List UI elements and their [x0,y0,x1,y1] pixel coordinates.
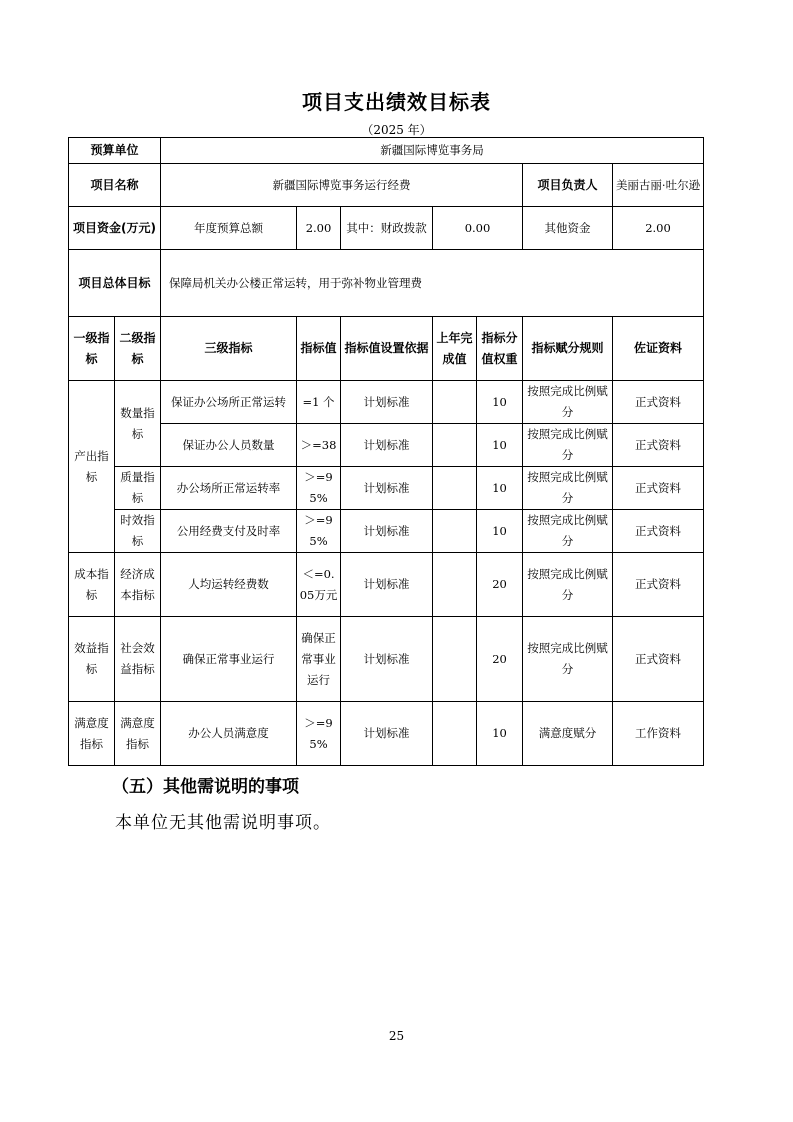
row-name: 确保正常事业运行 [161,617,297,702]
row-basis: 计划标准 [341,467,433,510]
table-row [69,424,704,467]
group-output: 产出指标 [69,381,115,553]
section-body: 本单位无其他需说明事项。 [115,813,331,833]
row-value: ＜=0.05万元 [297,553,341,617]
group-benefit: 效益指标 [69,617,115,702]
group-social-benefit: 社会效益指标 [115,617,161,702]
row-prev [433,553,477,617]
group-quality: 质量指标 [115,467,161,510]
row-evidence: 正式资料 [613,467,704,510]
row-name: 办公场所正常运转率 [161,467,297,510]
row-rule: 按照完成比例赋分 [523,424,613,467]
annual-total-label: 年度预算总额 [161,207,297,250]
table-row [69,510,704,553]
row-evidence: 正式资料 [613,553,704,617]
row-basis: 计划标准 [341,424,433,467]
header-level2: 二级指标 [115,317,161,381]
row-name: 保证办公场所正常运转 [161,381,297,424]
group-economic-cost: 经济成本指标 [115,553,161,617]
row-rule: 按照完成比例赋分 [523,510,613,553]
row-prev [433,702,477,766]
project-owner-value: 美丽古丽·吐尔逊 [613,164,704,207]
document-year: （2025 年） [361,123,432,137]
group-cost: 成本指标 [69,553,115,617]
row-weight: 10 [477,424,523,467]
row-prev [433,617,477,702]
header-rule: 指标赋分规则 [523,317,613,381]
group-timeliness: 时效指标 [115,510,161,553]
overall-goal-value: 保障局机关办公楼正常运转，用于弥补物业管理费 [161,250,704,317]
performance-target-table [68,137,704,766]
header-evidence: 佐证资料 [613,317,704,381]
header-weight: 指标分值权重 [477,317,523,381]
row-value: ＞=38 [297,424,341,467]
fund-label: 项目资金(万元) [69,207,161,250]
row-rule: 按照完成比例赋分 [523,467,613,510]
table-row [69,617,704,702]
row-weight: 20 [477,553,523,617]
header-value: 指标值 [297,317,341,381]
row-prev [433,381,477,424]
document-title: 项目支出绩效目标表 [302,90,491,114]
row-basis: 计划标准 [341,702,433,766]
row-prev [433,510,477,553]
table-row [69,702,704,766]
row-name: 办公人员满意度 [161,702,297,766]
table-row [69,467,704,510]
row-prev [433,424,477,467]
row-weight: 10 [477,467,523,510]
header-level3: 三级指标 [161,317,297,381]
row-value: ＞=95% [297,510,341,553]
fiscal-label: 其中：财政拨款 [341,207,433,250]
row-rule: 满意度赋分 [523,702,613,766]
header-basis: 指标值设置依据 [341,317,433,381]
row-value: ＞=95% [297,702,341,766]
header-level1: 一级指标 [69,317,115,381]
row-evidence: 工作资料 [613,702,704,766]
row-prev [433,467,477,510]
group-satisfaction: 满意度指标 [69,702,115,766]
budget-unit-label: 预算单位 [69,138,161,164]
row-name: 公用经费支付及时率 [161,510,297,553]
row-weight: 10 [477,702,523,766]
page-number: 25 [388,1029,405,1043]
project-owner-label: 项目负责人 [523,164,613,207]
row-evidence: 正式资料 [613,510,704,553]
budget-unit-value: 新疆国际博览事务局 [161,138,704,164]
row-basis: 计划标准 [341,553,433,617]
row-name: 人均运转经费数 [161,553,297,617]
annual-total-value: 2.00 [297,207,341,250]
group-quantity: 数量指标 [115,381,161,467]
row-rule: 按照完成比例赋分 [523,381,613,424]
row-value: 确保正常事业运行 [297,617,341,702]
row-weight: 20 [477,617,523,702]
row-basis: 计划标准 [341,510,433,553]
row-name: 保证办公人员数量 [161,424,297,467]
other-funds-label: 其他资金 [523,207,613,250]
row-basis: 计划标准 [341,617,433,702]
row-value: =1 个 [297,381,341,424]
row-rule: 按照完成比例赋分 [523,553,613,617]
project-name-value: 新疆国际博览事务运行经费 [161,164,523,207]
row-evidence: 正式资料 [613,381,704,424]
header-prev: 上年完成值 [433,317,477,381]
row-evidence: 正式资料 [613,424,704,467]
row-weight: 10 [477,510,523,553]
row-weight: 10 [477,381,523,424]
row-basis: 计划标准 [341,381,433,424]
table-row [69,381,704,424]
overall-goal-label: 项目总体目标 [69,250,161,317]
other-funds-value: 2.00 [613,207,704,250]
table-row [69,553,704,617]
row-rule: 按照完成比例赋分 [523,617,613,702]
group-satisfaction-sub: 满意度指标 [115,702,161,766]
row-evidence: 正式资料 [613,617,704,702]
row-value: ＞=95% [297,467,341,510]
fiscal-value: 0.00 [433,207,523,250]
project-name-label: 项目名称 [69,164,161,207]
section-title: （五）其他需说明的事项 [112,777,299,797]
